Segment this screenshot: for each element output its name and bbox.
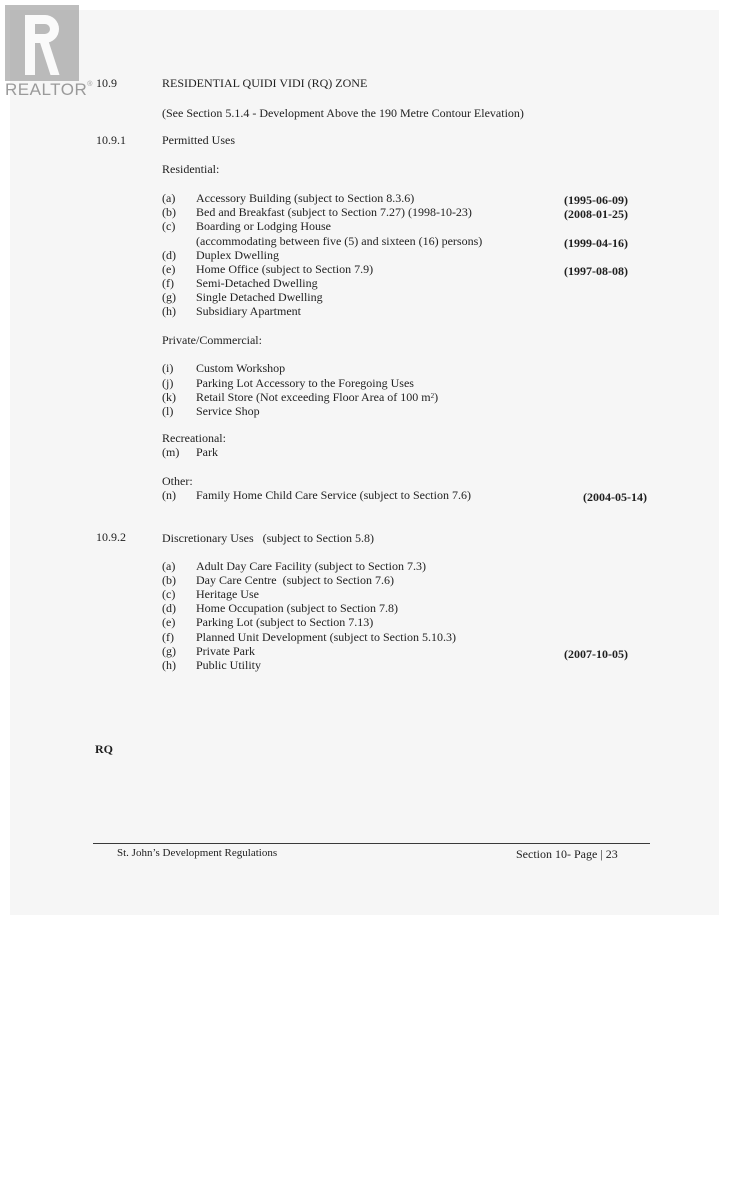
- item-letter: (c): [162, 587, 176, 601]
- item-letter: (m): [162, 445, 180, 459]
- zone-note: (See Section 5.1.4 - Development Above the 190 Metre Contour Elevation): [162, 106, 524, 120]
- list-item: Bed and Breakfast (subject to Section 7.27) (1998-10-23): [196, 205, 472, 219]
- list-item: Semi-Detached Dwelling: [196, 276, 318, 290]
- amendment-date: (1997-08-08): [564, 264, 628, 278]
- list-item: Subsidiary Apartment: [196, 304, 301, 318]
- list-item: Parking Lot (subject to Section 7.13): [196, 615, 374, 629]
- item-letter: (c): [162, 219, 176, 233]
- list-item: Service Shop: [196, 404, 260, 418]
- zone-title: RESIDENTIAL QUIDI VIDI (RQ) ZONE: [162, 76, 368, 90]
- list-item: Private Park: [196, 644, 255, 658]
- list-item: Accessory Building (subject to Section 8.3.6): [196, 191, 415, 205]
- item-letter: (b): [162, 205, 176, 219]
- amendment-date: (1999-04-16): [564, 236, 628, 250]
- item-letter: (l): [162, 404, 174, 418]
- item-letter: (f): [162, 276, 174, 290]
- item-letter: (f): [162, 630, 174, 644]
- amendment-date: (2004-05-14): [583, 490, 647, 504]
- item-letter: (j): [162, 376, 174, 390]
- item-letter: (n): [162, 488, 176, 502]
- list-item: Family Home Child Care Service (subject to Section 7.6): [196, 488, 471, 502]
- commercial-label: Private/Commercial:: [162, 333, 262, 347]
- list-item: Parking Lot Accessory to the Foregoing Uses: [196, 376, 414, 390]
- permitted-heading: Permitted Uses: [162, 133, 235, 147]
- item-letter: (h): [162, 304, 176, 318]
- amendment-date: (2007-10-05): [564, 647, 628, 661]
- discretionary-heading: Discretionary Uses (subject to Section 5.8): [162, 531, 374, 545]
- permitted-number: 10.9.1: [96, 133, 126, 147]
- other-label: Other:: [162, 474, 193, 488]
- item-letter: (a): [162, 559, 176, 573]
- list-item: Single Detached Dwelling: [196, 290, 323, 304]
- list-item: Adult Day Care Facility (subject to Section 7.3): [196, 559, 426, 573]
- footer-document-title: St. John’s Development Regulations: [117, 847, 278, 859]
- list-item: Day Care Centre (subject to Section 7.6): [196, 573, 394, 587]
- list-item: Boarding or Lodging House: [196, 219, 331, 233]
- item-letter: (g): [162, 290, 176, 304]
- zone-marker: RQ: [95, 742, 113, 756]
- item-letter: (e): [162, 615, 176, 629]
- item-letter: (i): [162, 361, 174, 375]
- residential-label: Residential:: [162, 162, 220, 176]
- list-item: Heritage Use: [196, 587, 259, 601]
- list-item-continuation: (accommodating between five (5) and sixteen (16) persons): [196, 234, 483, 248]
- zone-number: 10.9: [96, 76, 117, 90]
- list-item: Home Occupation (subject to Section 7.8): [196, 601, 398, 615]
- item-letter: (a): [162, 191, 176, 205]
- list-item: Custom Workshop: [196, 361, 286, 375]
- realtor-watermark: REALTOR®: [5, 80, 93, 99]
- item-letter: (e): [162, 262, 176, 276]
- realtor-logo-icon: [5, 5, 79, 81]
- item-letter: (d): [162, 248, 176, 262]
- amendment-date: (2008-01-25): [564, 207, 628, 221]
- footer-divider: [93, 843, 650, 844]
- list-item: Planned Unit Development (subject to Section 5.10.3): [196, 630, 456, 644]
- list-item: Retail Store (Not exceeding Floor Area of 100 $m^2$): [196, 390, 439, 404]
- recreational-label: Recreational:: [162, 431, 226, 445]
- list-item: Duplex Dwelling: [196, 248, 279, 262]
- item-letter: (k): [162, 390, 176, 404]
- item-letter: (d): [162, 601, 176, 615]
- item-letter: (g): [162, 644, 176, 658]
- item-letter: (h): [162, 658, 176, 672]
- amendment-date: (1995-06-09): [564, 193, 628, 207]
- list-item: Home Office (subject to Section 7.9): [196, 262, 374, 276]
- item-letter: (b): [162, 573, 176, 587]
- discretionary-number: 10.9.2: [96, 530, 126, 544]
- list-item: Park: [196, 445, 218, 459]
- list-item: Public Utility: [196, 658, 262, 672]
- footer-page-number: Section 10- Page | 23: [516, 847, 618, 861]
